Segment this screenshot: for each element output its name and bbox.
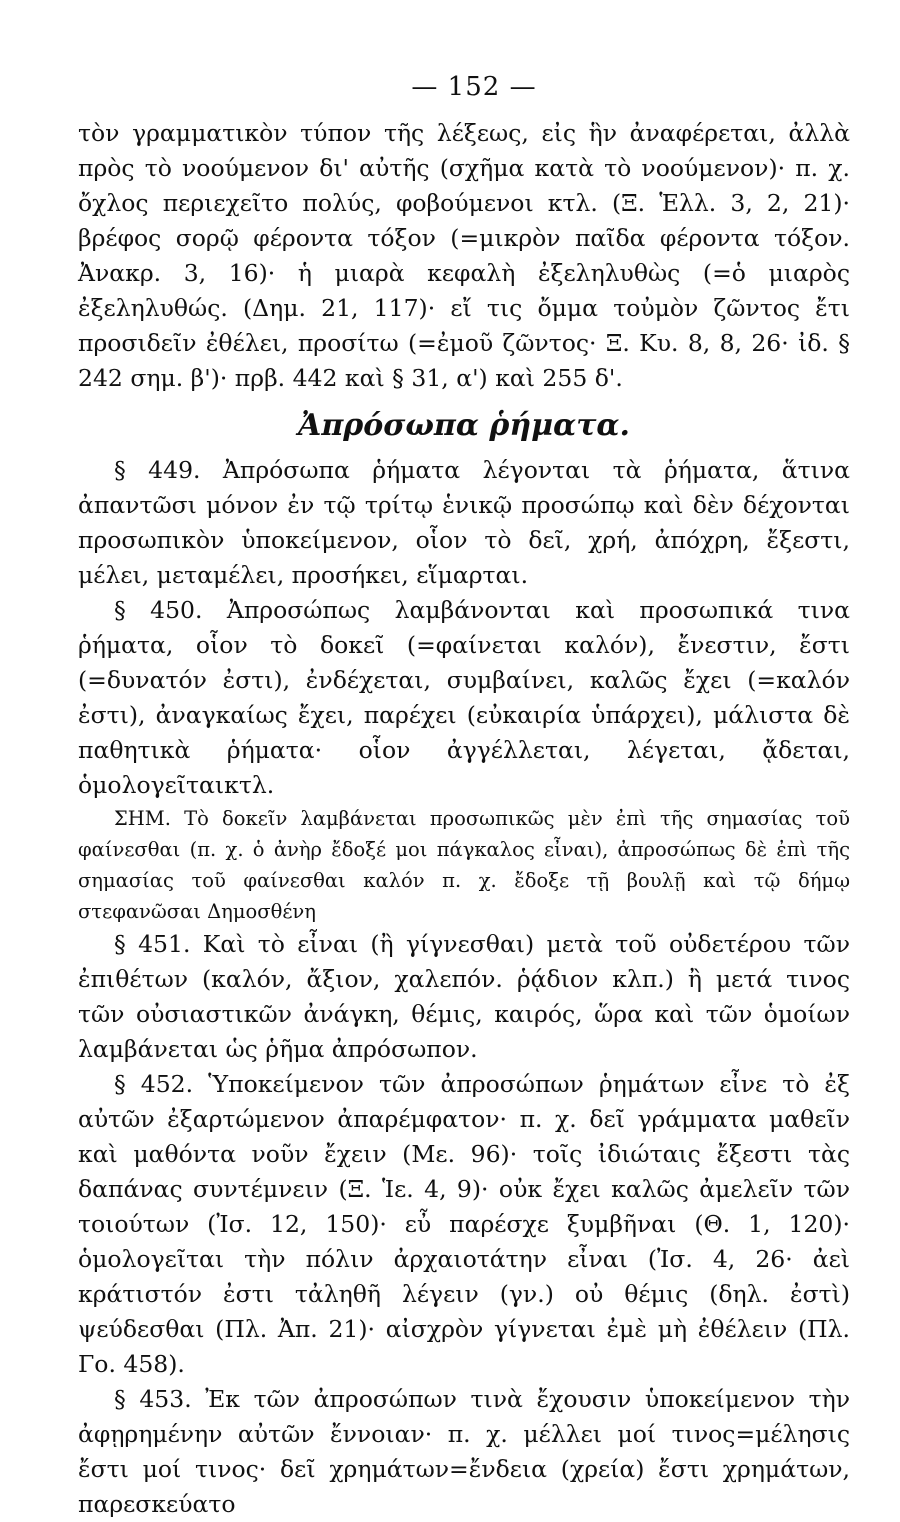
paragraph-452: § 452. Ὑποκείμενον τῶν ἀπροσώπων ῥημάτων εἶνε τὸ ἐξ αὐτῶν ἐξαρτώμενον ἀπαρέμφατον· π. χ. δεῖ γράμματα μαθεῖν καὶ μαθόντα νοῦν ἔχειν (Με. 96)· τοῖς ἰδιώταις ἔξεστι τὰς δαπάνας συντέμνειν (Ξ. Ἱε. 4, 9)· οὐκ ἔχει καλῶς ἀμελεῖν τῶν τοιούτων (Ἰσ. 12, 150)· εὖ παρέσχε ξυμβῆναι (Θ. 1, 120)· ὁμολογεῖται τὴν πόλιν ἀρχαιοτάτην εἶναι (Ἰσ. 4, 26· ἀεὶ κράτιστόν ἐστι τἀληθῆ λέγειν (γν.) οὐ θέμις (δηλ. ἐστὶ) ψεύδεσθαι (Πλ. Ἀπ. 21)· αἰσχρὸν γίγνεται ἐμὲ μὴ ἐθέλειν (Πλ. Γο. 458).: [78, 1070, 850, 1378]
note-paragraph: ΣΗΜ. Τὸ δοκεῖν λαμβάνεται προσωπικῶς μὲν ἐπὶ τῆς σημασίας τοῦ φαίνεσθαι (π. χ. ὁ ἀνὴρ ἔδοξέ μοι πάγκαλος εἶναι), ἀπροσώπως δὲ ἐπὶ τῆς σημασίας τοῦ φαίνεσθαι καλόν π. χ. ἔδοξε τῇ βουλῇ καὶ τῷ δήμῳ στεφανῶσαι Δημοσθένη: [78, 807, 850, 923]
page-content: [78, 116, 850, 1522]
paragraph-intro: τὸν γραμματικὸν τύπον τῆς λέξεως, εἰς ἣν ἀναφέρεται, ἀλλὰ πρὸς τὸ νοούμενον δι' αὐτῆς (σχῆμα κατὰ τὸ νοούμενον)· π. χ. ὄχλος περιεχεῖτο πολύς, φοβούμενοι κτλ. (Ξ. Ἑλλ. 3, 2, 21)· βρέφος σορῷ φέροντα τόξον (=μικρὸν παῖδα φέροντα τόξον. Ἀνακρ. 3, 16)· ἡ μιαρὰ κεφαλὴ ἐξεληλυθὼς (=ὁ μιαρὸς ἐξεληλυθώς. (Δημ. 21, 117)· εἴ τις ὄμμα τοὐμὸν ζῶντος ἔτι προσιδεῖν ἐθέλει, προσίτω (=ἐμοῦ ζῶντος· Ξ. Κυ. 8, 8, 26· ἰδ. § 242 σημ. β')· πρβ. 442 καὶ § 31, α') καὶ 255 δ'.: [78, 119, 850, 392]
paragraph-449: § 449. Ἀπρόσωπα ῥήματα λέγονται τὰ ῥήματα, ἅτινα ἀπαντῶσι μόνον ἐν τῷ τρίτῳ ἑνικῷ προσώπῳ καὶ δὲν δέχονται προσωπικὸν ὑποκείμενον, οἷον τὸ δεῖ, χρή, ἀπόχρη, ἔξεστι, μέλει, μεταμέλει, προσήκει, εἵμαρται.: [78, 456, 850, 589]
page-number: — 152 —: [411, 72, 537, 102]
paragraph-450: § 450. Ἀπροσώπως λαμβάνονται καὶ προσωπικά τινα ῥήματα, οἷον τὸ δοκεῖ (=φαίνεται καλόν), ἔνεστιν, ἔστι (=δυνατόν ἐστι), ἐνδέχεται, συμβαίνει, καλῶς ἔχει (=καλόν ἐστι), ἀναγκαίως ἔχει, παρέχει (εὐκαιρία ὑπάρχει), μάλιστα δὲ παθητικὰ ῥήματα· οἷον ἀγγέλλεται, λέγεται, ᾄδεται, ὁμολογεῖταικτλ.: [78, 596, 850, 799]
paragraph-453: § 453. Ἐκ τῶν ἀπροσώπων τινὰ ἔχουσιν ὑποκείμενον τὴν ἀφῃρημένην αὐτῶν ἔννοιαν· π. χ. μέλλει μοί τινος=μέλησις ἔστι μοί τινος· δεῖ χρημάτων=ἔνδεια (χρεία) ἔστι χρημάτων, παρεσκεύατο: [78, 1385, 850, 1518]
paragraph-451: § 451. Καὶ τὸ εἶναι (ἢ γίγνεσθαι) μετὰ τοῦ οὐδετέρου τῶν ἐπιθέτων (καλόν, ἄξιον, χαλεπόν. ῥᾴδιον κλπ.) ἢ μετά τινος τῶν οὐσιαστικῶν ἀνάγκη, θέμις, καιρός, ὥρα καὶ τῶν ὁμοίων λαμβάνεται ὡς ῥῆμα ἀπρόσωπον.: [78, 930, 850, 1063]
section-heading: Ἀπρόσωπα ῥήματα.: [298, 408, 630, 443]
